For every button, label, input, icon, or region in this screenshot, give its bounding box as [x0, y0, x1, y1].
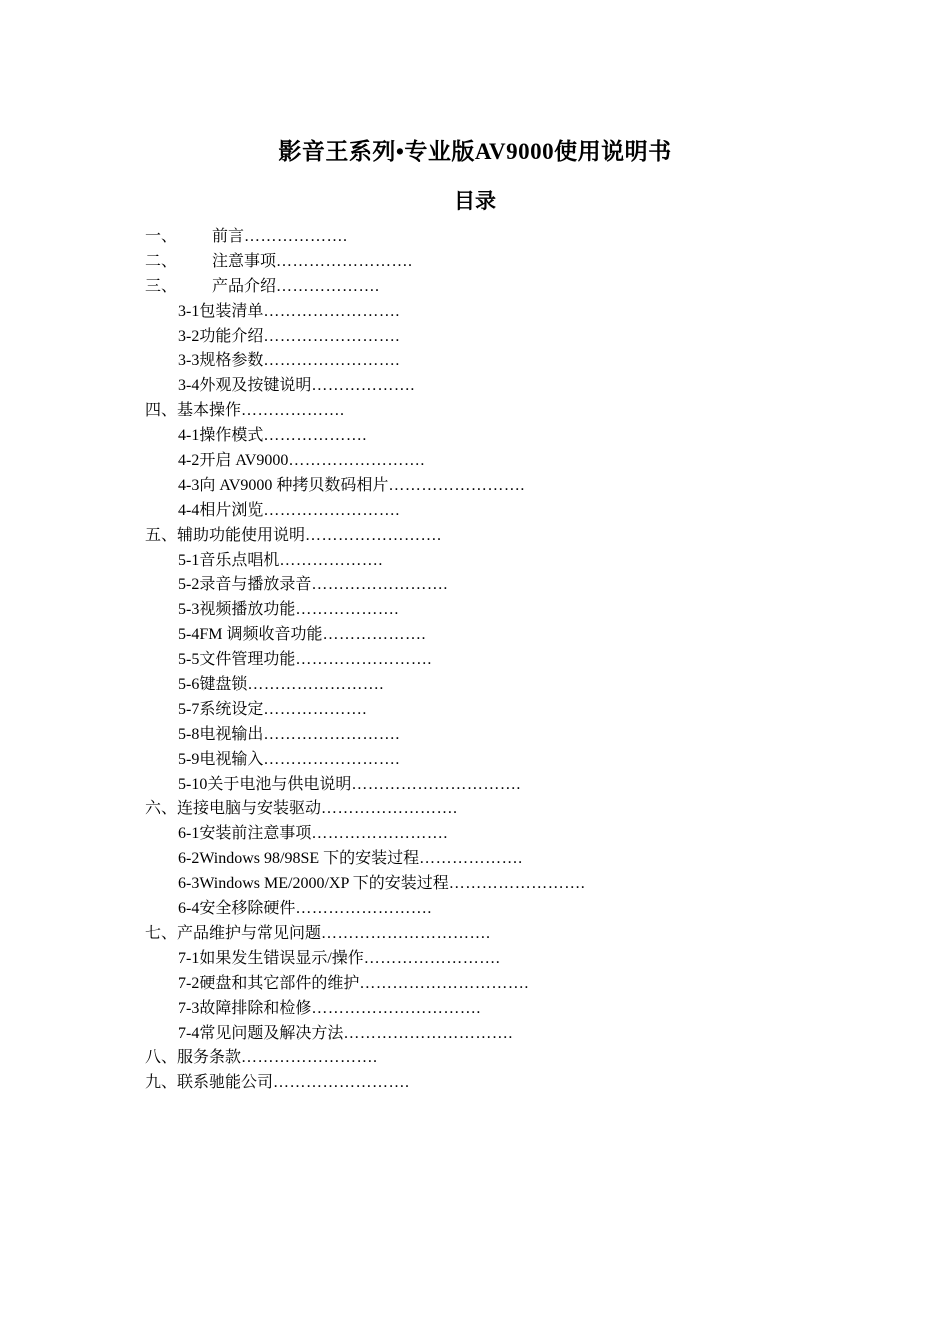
toc-entry[interactable]: [145, 349, 845, 374]
toc-entry-leader: …………………….: [241, 1049, 378, 1067]
toc-entry[interactable]: [145, 424, 845, 449]
toc-entry-title: 外观及按键说明: [199, 377, 312, 395]
toc-entry-number: 5-2: [178, 576, 200, 594]
toc-entry-leader: …………………….: [273, 1074, 410, 1092]
toc-entry-number: 5-6: [178, 676, 200, 694]
toc-entry-number: 7-1: [178, 949, 200, 967]
toc-entry-title: 电视输出: [199, 725, 264, 743]
toc-entry-title: 前言: [212, 228, 245, 245]
toc-entry-leader: …………………….: [311, 576, 448, 594]
toc-entry-title: 包装清单: [199, 302, 264, 320]
toc-entry-title: FM 调频收音功能: [199, 626, 323, 644]
toc-entry-leader: ………………………….: [321, 924, 491, 942]
toc-entry-number: 6-3: [178, 875, 200, 893]
toc-entry[interactable]: [145, 524, 845, 549]
toc-entry-leader: …………………….: [263, 725, 400, 743]
toc-entry-number: 5-10: [178, 775, 208, 793]
toc-entry-title: 规格参数: [199, 352, 264, 370]
toc-entry-leader: …………………….: [288, 452, 425, 470]
toc-entry-title: 基本操作: [177, 402, 242, 420]
toc-entry-leader: …………………….: [263, 750, 400, 768]
toc-entry-number: 5-8: [178, 725, 200, 743]
toc-entry-leader: ……………….: [295, 601, 399, 619]
toc-entry-leader: …………………….: [276, 252, 413, 270]
toc-entry[interactable]: [145, 1071, 845, 1096]
toc-entry-title: 如果发生错误显示/操作: [199, 949, 364, 967]
toc-entry[interactable]: [145, 972, 845, 997]
toc-entry-title: 硬盘和其它部件的维护: [199, 974, 360, 992]
toc-entry[interactable]: [145, 250, 845, 275]
toc-entry-title: 操作模式: [199, 427, 264, 445]
toc-entry-number: 3-1: [178, 302, 200, 320]
toc-entry-title: 音乐点唱机: [199, 551, 280, 569]
toc-entry-leader: ………………………….: [343, 1024, 513, 1042]
toc-entry[interactable]: [145, 1046, 845, 1071]
toc-entry-number: 5-5: [178, 651, 200, 669]
toc-entry-title: 安装前注意事项: [199, 825, 312, 843]
toc-entry-title: 录音与播放录音: [199, 576, 312, 594]
toc-entry-leader: …………………….: [263, 302, 400, 320]
toc-entry-number: 7-2: [178, 974, 200, 992]
toc-entry-number: 九、: [145, 1074, 178, 1092]
toc-entry[interactable]: [145, 325, 845, 350]
toc-entry-leader: …………………….: [247, 676, 384, 694]
toc-entry[interactable]: [145, 897, 845, 922]
toc-entry-title: 文件管理功能: [199, 651, 296, 669]
toc-entry-leader: …………………….: [263, 501, 400, 519]
toc-entry-leader: ………………………….: [311, 999, 481, 1017]
toc-entry[interactable]: [145, 723, 845, 748]
toc-entry-leader: ……………….: [311, 377, 415, 395]
toc-entry[interactable]: [145, 872, 845, 897]
toc-entry-title: 系统设定: [199, 700, 264, 718]
toc-entry-leader: ………………………….: [359, 974, 529, 992]
toc-entry[interactable]: [145, 623, 845, 648]
toc-entry[interactable]: [145, 822, 845, 847]
toc-entry-leader: ……………….: [279, 551, 383, 569]
toc-entry-number: 四、: [145, 402, 178, 420]
toc-entry-title: 辅助功能使用说明: [177, 526, 306, 544]
toc-entry[interactable]: [145, 449, 845, 474]
toc-entry[interactable]: [145, 922, 845, 947]
toc-entry[interactable]: [145, 374, 845, 399]
toc-entry-title: 向 AV9000 种拷贝数码相片: [199, 476, 389, 494]
toc-entry[interactable]: [145, 673, 845, 698]
toc-entry-number: 八、: [145, 1049, 178, 1067]
toc-entry[interactable]: [145, 499, 845, 524]
toc-entry-title: 视频播放功能: [199, 601, 296, 619]
toc-entry-leader: …………………….: [388, 476, 525, 494]
toc-entry-title: 开启 AV9000: [199, 452, 289, 470]
toc-entry-title: 产品维护与常见问题: [177, 924, 322, 942]
toc-entry-title: 关于电池与供电说明: [207, 775, 352, 793]
toc-entry-number: 7-4: [178, 1024, 200, 1042]
toc-entry[interactable]: [145, 748, 845, 773]
toc-entry-leader: …………………….: [295, 900, 432, 918]
toc-entry-leader: ……………….: [276, 277, 380, 295]
toc-entry-number: 3-3: [178, 352, 200, 370]
toc-entry[interactable]: [145, 1022, 845, 1047]
toc-entry-leader: ……………….: [419, 850, 523, 868]
document-title: 影音王系列•专业版AV9000使用说明书: [278, 139, 672, 164]
toc-entry[interactable]: [145, 474, 845, 499]
toc-entry-title: Windows ME/2000/XP 下的安装过程: [199, 875, 449, 893]
toc-entry-number: 5-4: [178, 626, 200, 644]
toc-entry[interactable]: [145, 773, 845, 798]
table-of-contents: [145, 225, 845, 1096]
toc-entry[interactable]: [145, 698, 845, 723]
toc-entry-number: 五、: [145, 526, 178, 544]
toc-entry[interactable]: [145, 648, 845, 673]
toc-entry[interactable]: [145, 275, 845, 300]
toc-entry-leader: ……………….: [244, 228, 348, 245]
toc-entry-leader: ……………….: [241, 402, 345, 420]
toc-entry-leader: …………………….: [321, 800, 458, 818]
toc-entry-number: 6-1: [178, 825, 200, 843]
toc-entry-leader: ……………….: [263, 700, 367, 718]
toc-entry-number: 3-4: [178, 377, 200, 395]
toc-entry-number: 5-1: [178, 551, 200, 569]
toc-entry[interactable]: [145, 847, 845, 872]
toc-entry-number: 6-2: [178, 850, 200, 868]
toc-entry-number: 一、: [145, 228, 178, 245]
toc-entry-number: 七、: [145, 924, 178, 942]
toc-entry-leader: ……………….: [322, 626, 426, 644]
toc-entry[interactable]: [145, 947, 845, 972]
toc-heading: 目录: [454, 189, 496, 213]
toc-entry-leader: …………………….: [305, 526, 442, 544]
toc-entry[interactable]: [145, 549, 845, 574]
toc-entry-number: 3-2: [178, 327, 200, 345]
toc-entry-number: 5-7: [178, 700, 200, 718]
toc-entry-title: 产品介绍: [212, 277, 277, 295]
toc-entry-number: 六、: [145, 800, 178, 818]
toc-entry-title: 安全移除硬件: [199, 900, 296, 918]
toc-entry[interactable]: [145, 225, 845, 250]
toc-entry-number: 4-2: [178, 452, 200, 470]
toc-entry-number: 5-9: [178, 750, 200, 768]
toc-entry-number: 二、: [145, 252, 178, 270]
toc-entry-leader: …………………….: [263, 352, 400, 370]
toc-entry-title: 联系驰能公司: [177, 1074, 274, 1092]
toc-entry-title: 功能介绍: [199, 327, 264, 345]
toc-entry-title: 注意事项: [212, 252, 277, 270]
toc-entry-title: 服务条款: [177, 1049, 242, 1067]
toc-entry-title: 常见问题及解决方法: [199, 1024, 344, 1042]
toc-entry[interactable]: [145, 997, 845, 1022]
toc-entry-title: Windows 98/98SE 下的安装过程: [199, 850, 420, 868]
toc-entry[interactable]: [145, 300, 845, 325]
toc-entry-title: 电视输入: [199, 750, 264, 768]
toc-entry-leader: …………………….: [311, 825, 448, 843]
toc-entry-number: 7-3: [178, 999, 200, 1017]
toc-entry-number: 4-3: [178, 476, 200, 494]
toc-entry-title: 相片浏览: [199, 501, 264, 519]
toc-entry-number: 6-4: [178, 900, 200, 918]
toc-entry-title: 连接电脑与安装驱动: [177, 800, 322, 818]
toc-entry-leader: ………………………….: [351, 775, 521, 793]
toc-entry-number: 5-3: [178, 601, 200, 619]
toc-entry-title: 键盘锁: [199, 676, 248, 694]
toc-entry-title: 故障排除和检修: [199, 999, 312, 1017]
toc-entry[interactable]: [145, 573, 845, 598]
toc-entry-number: 4-1: [178, 427, 200, 445]
toc-entry-number: 三、: [145, 277, 178, 295]
toc-entry[interactable]: [145, 598, 845, 623]
toc-entry-number: 4-4: [178, 501, 200, 519]
toc-entry[interactable]: [145, 797, 845, 822]
toc-entry-leader: …………………….: [363, 949, 501, 967]
toc-entry-leader: ……………….: [263, 427, 367, 445]
toc-entry-leader: …………………….: [295, 651, 432, 669]
toc-entry-leader: …………………….: [263, 327, 400, 345]
toc-entry[interactable]: [145, 399, 845, 424]
toc-entry-leader: …………………….: [448, 875, 586, 893]
